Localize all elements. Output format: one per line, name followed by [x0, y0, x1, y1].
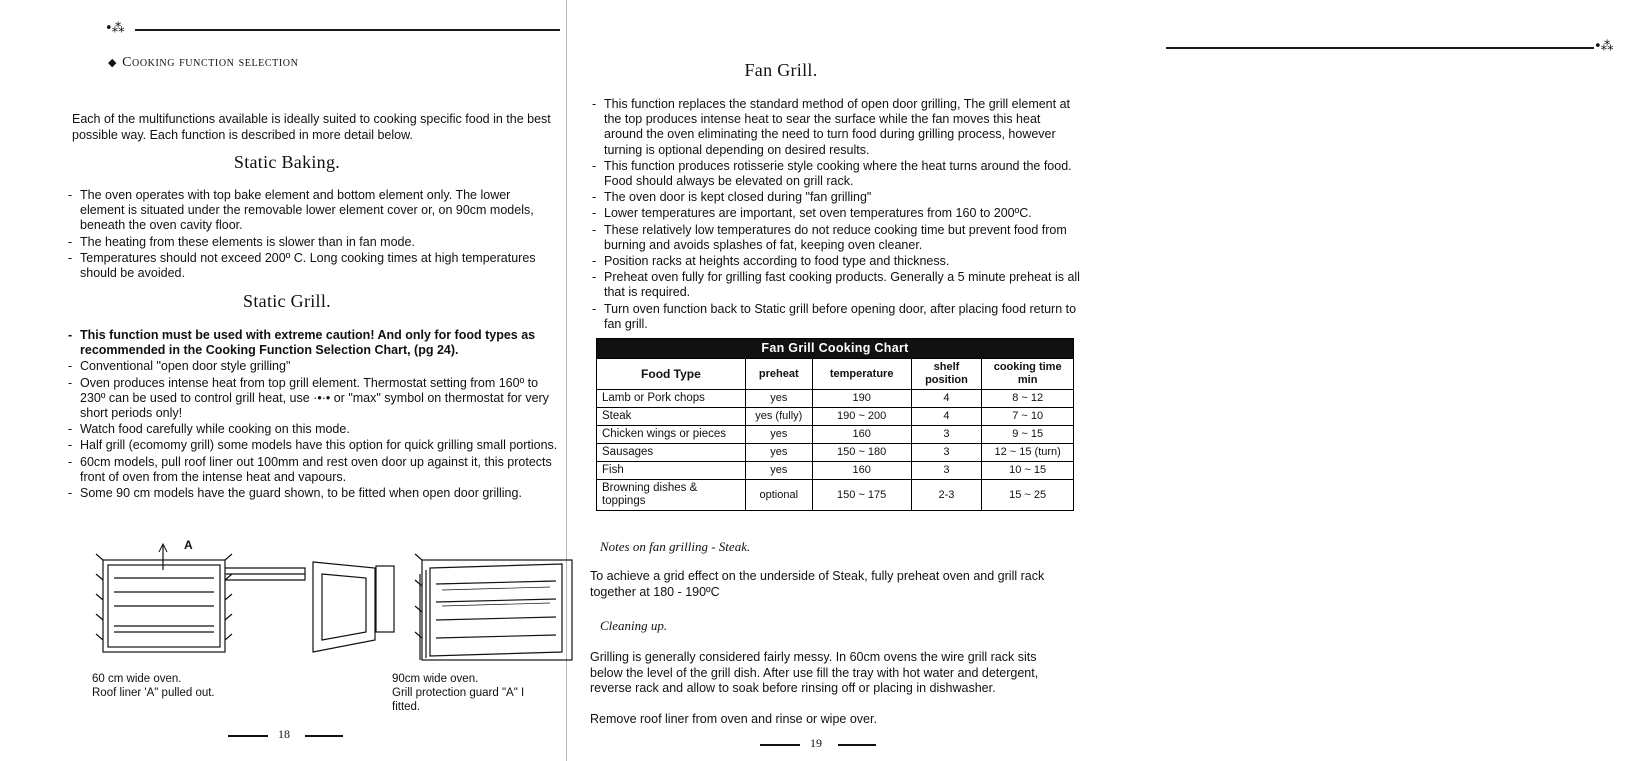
static-baking-title: Static Baking. [233, 152, 341, 172]
column-header-preheat: preheat [745, 359, 812, 390]
list-item: - This function must be used with extreme caution! And only for food types as recommended in the Cooking Function Selection Chart, (pg 24). [68, 328, 560, 358]
cleaning-heading: Cleaning up. [600, 618, 668, 633]
table-title-row [597, 339, 1074, 359]
list-item: - Some 90 cm models have the guard shown, to be fitted when open door grilling. [68, 486, 560, 501]
list-item: - This function replaces the standard method of open door grilling, The grill element at the top produces intense heat to sear the surface while the fan moves this heat around the oven eliminating the need to turn food during grilling process, however turning is optional depending on desired results. [592, 97, 1080, 158]
notes-paragraph: To achieve a grid effect on the underside of Steak, fully preheat oven and grill rack together at 180 - 190ºC [590, 569, 1045, 599]
table-row: Fish yes 160 3 10 ~ 15 [597, 462, 1074, 480]
left-intro-paragraph: Each of the multifunctions available is ideally suited to cooking specific food in the best possible way. Each function is described in more detail below. [72, 112, 551, 142]
list-item: - 60cm models, pull roof liner out 100mm and rest oven door up against it, this protects front of oven from the intense heat and vapours. [68, 455, 560, 485]
ornament-icon: •⁂ [105, 21, 124, 36]
cleaning-paragraph-1: Grilling is generally considered fairly messy. In 60cm ovens the wire grill rack sits below the level of the grill dish. After use fill the tray with hot water and detergent, reverse rack and allow to soak before rinsing off or placing in dishwasher. [590, 650, 1039, 695]
table-title: Fan Grill Cooking Chart [597, 339, 1074, 359]
list-item: - The oven door is kept closed during "fan grilling" [592, 190, 1080, 205]
page-number-right: 19 [810, 736, 822, 750]
diamond-bullet-icon: ◆ [108, 57, 118, 69]
notes-heading: Notes on fan grilling - Steak. [600, 539, 751, 554]
list-item: - Temperatures should not exceed 200º C. Long cooking times at high temperatures should be avoided. [68, 251, 558, 281]
list-item: - The heating from these elements is slower than in fan mode. [68, 235, 558, 250]
list-item: - Position racks at heights according to food type and thickness. [592, 254, 1080, 269]
right-figure-caption: 90cm wide oven. Grill protection guard "A" I fitted. [392, 673, 525, 713]
cooking-function-selection-heading: ◆ Cooking function selection [108, 55, 299, 70]
fan-grill-list [592, 97, 1080, 333]
static-baking-list [68, 188, 558, 282]
right-page-top-rule [1166, 39, 1626, 54]
list-item: - Turn oven function back to Static grill before opening door, after placing food return to fan grill. [592, 302, 1080, 332]
table-row: Lamb or Pork chops yes 190 4 8 ~ 12 [597, 390, 1074, 408]
fan-grill-cooking-chart [596, 338, 1074, 511]
table-row: Browning dishes & toppings optional 150 ~ 175 2-3 15 ~ 25 [597, 480, 1074, 511]
list-item: - Lower temperatures are important, set oven temperatures from 160 to 200ºC. [592, 206, 1080, 221]
list-item: - These relatively low temperatures do not reduce cooking time but prevent food from burning and avoids splashes of fat, keeping oven cleaner. [592, 223, 1080, 253]
table-row: Steak yes (fully) 190 ~ 200 4 7 ~ 10 [597, 408, 1074, 426]
column-header-temperature: temperature [812, 359, 911, 390]
list-item: - The oven operates with top bake element and bottom element only. The lower element is situated under the removable lower element cover or, on 90cm models, beneath the oven cavity floor. [68, 188, 558, 234]
list-item: - Oven produces intense heat from top grill element. Thermostat setting from 160º to 230º can be used to control grill heat, use ·•·• or "max" symbol on thermostat for very short periods only! [68, 376, 560, 422]
ornament-icon: •⁂ [1594, 39, 1613, 54]
static-grill-title: Static Grill. [243, 291, 331, 311]
fan-grill-title: Fan Grill. [744, 60, 818, 80]
column-header-shelf-position: shelf position [911, 359, 982, 390]
left-page-top-rule [105, 21, 560, 36]
table-row: Sausages yes 150 ~ 180 3 12 ~ 15 (turn) [597, 444, 1074, 462]
figure-label-a: A [184, 538, 193, 552]
page-number-left: 18 [278, 727, 290, 741]
static-grill-list [68, 328, 560, 502]
list-item: - Conventional "open door style grilling" [68, 359, 560, 374]
list-item: - Preheat oven fully for grilling fast cooking products. Generally a 5 minute preheat is all that is required. [592, 270, 1080, 300]
list-item: - Half grill (ecomomy grill) some models have this option for quick grilling small portions. [68, 438, 560, 453]
cleaning-paragraph-2: Remove roof liner from oven and rinse or wipe over. [590, 712, 877, 726]
table-row: Chicken wings or pieces yes 160 3 9 ~ 15 [597, 426, 1074, 444]
column-header-food-type: Food Type [597, 359, 746, 390]
list-item: - This function produces rotisserie style cooking where the heat turns around the food. Food should always be elevated on grill rack. [592, 159, 1080, 189]
table-header-row [597, 359, 1074, 390]
left-page [0, 0, 566, 761]
column-header-cooking-time: cooking time min [982, 359, 1074, 390]
list-item: - Watch food carefully while cooking on this mode. [68, 422, 560, 437]
left-figure-caption: 60 cm wide oven. Roof liner 'A" pulled out. [92, 673, 215, 699]
